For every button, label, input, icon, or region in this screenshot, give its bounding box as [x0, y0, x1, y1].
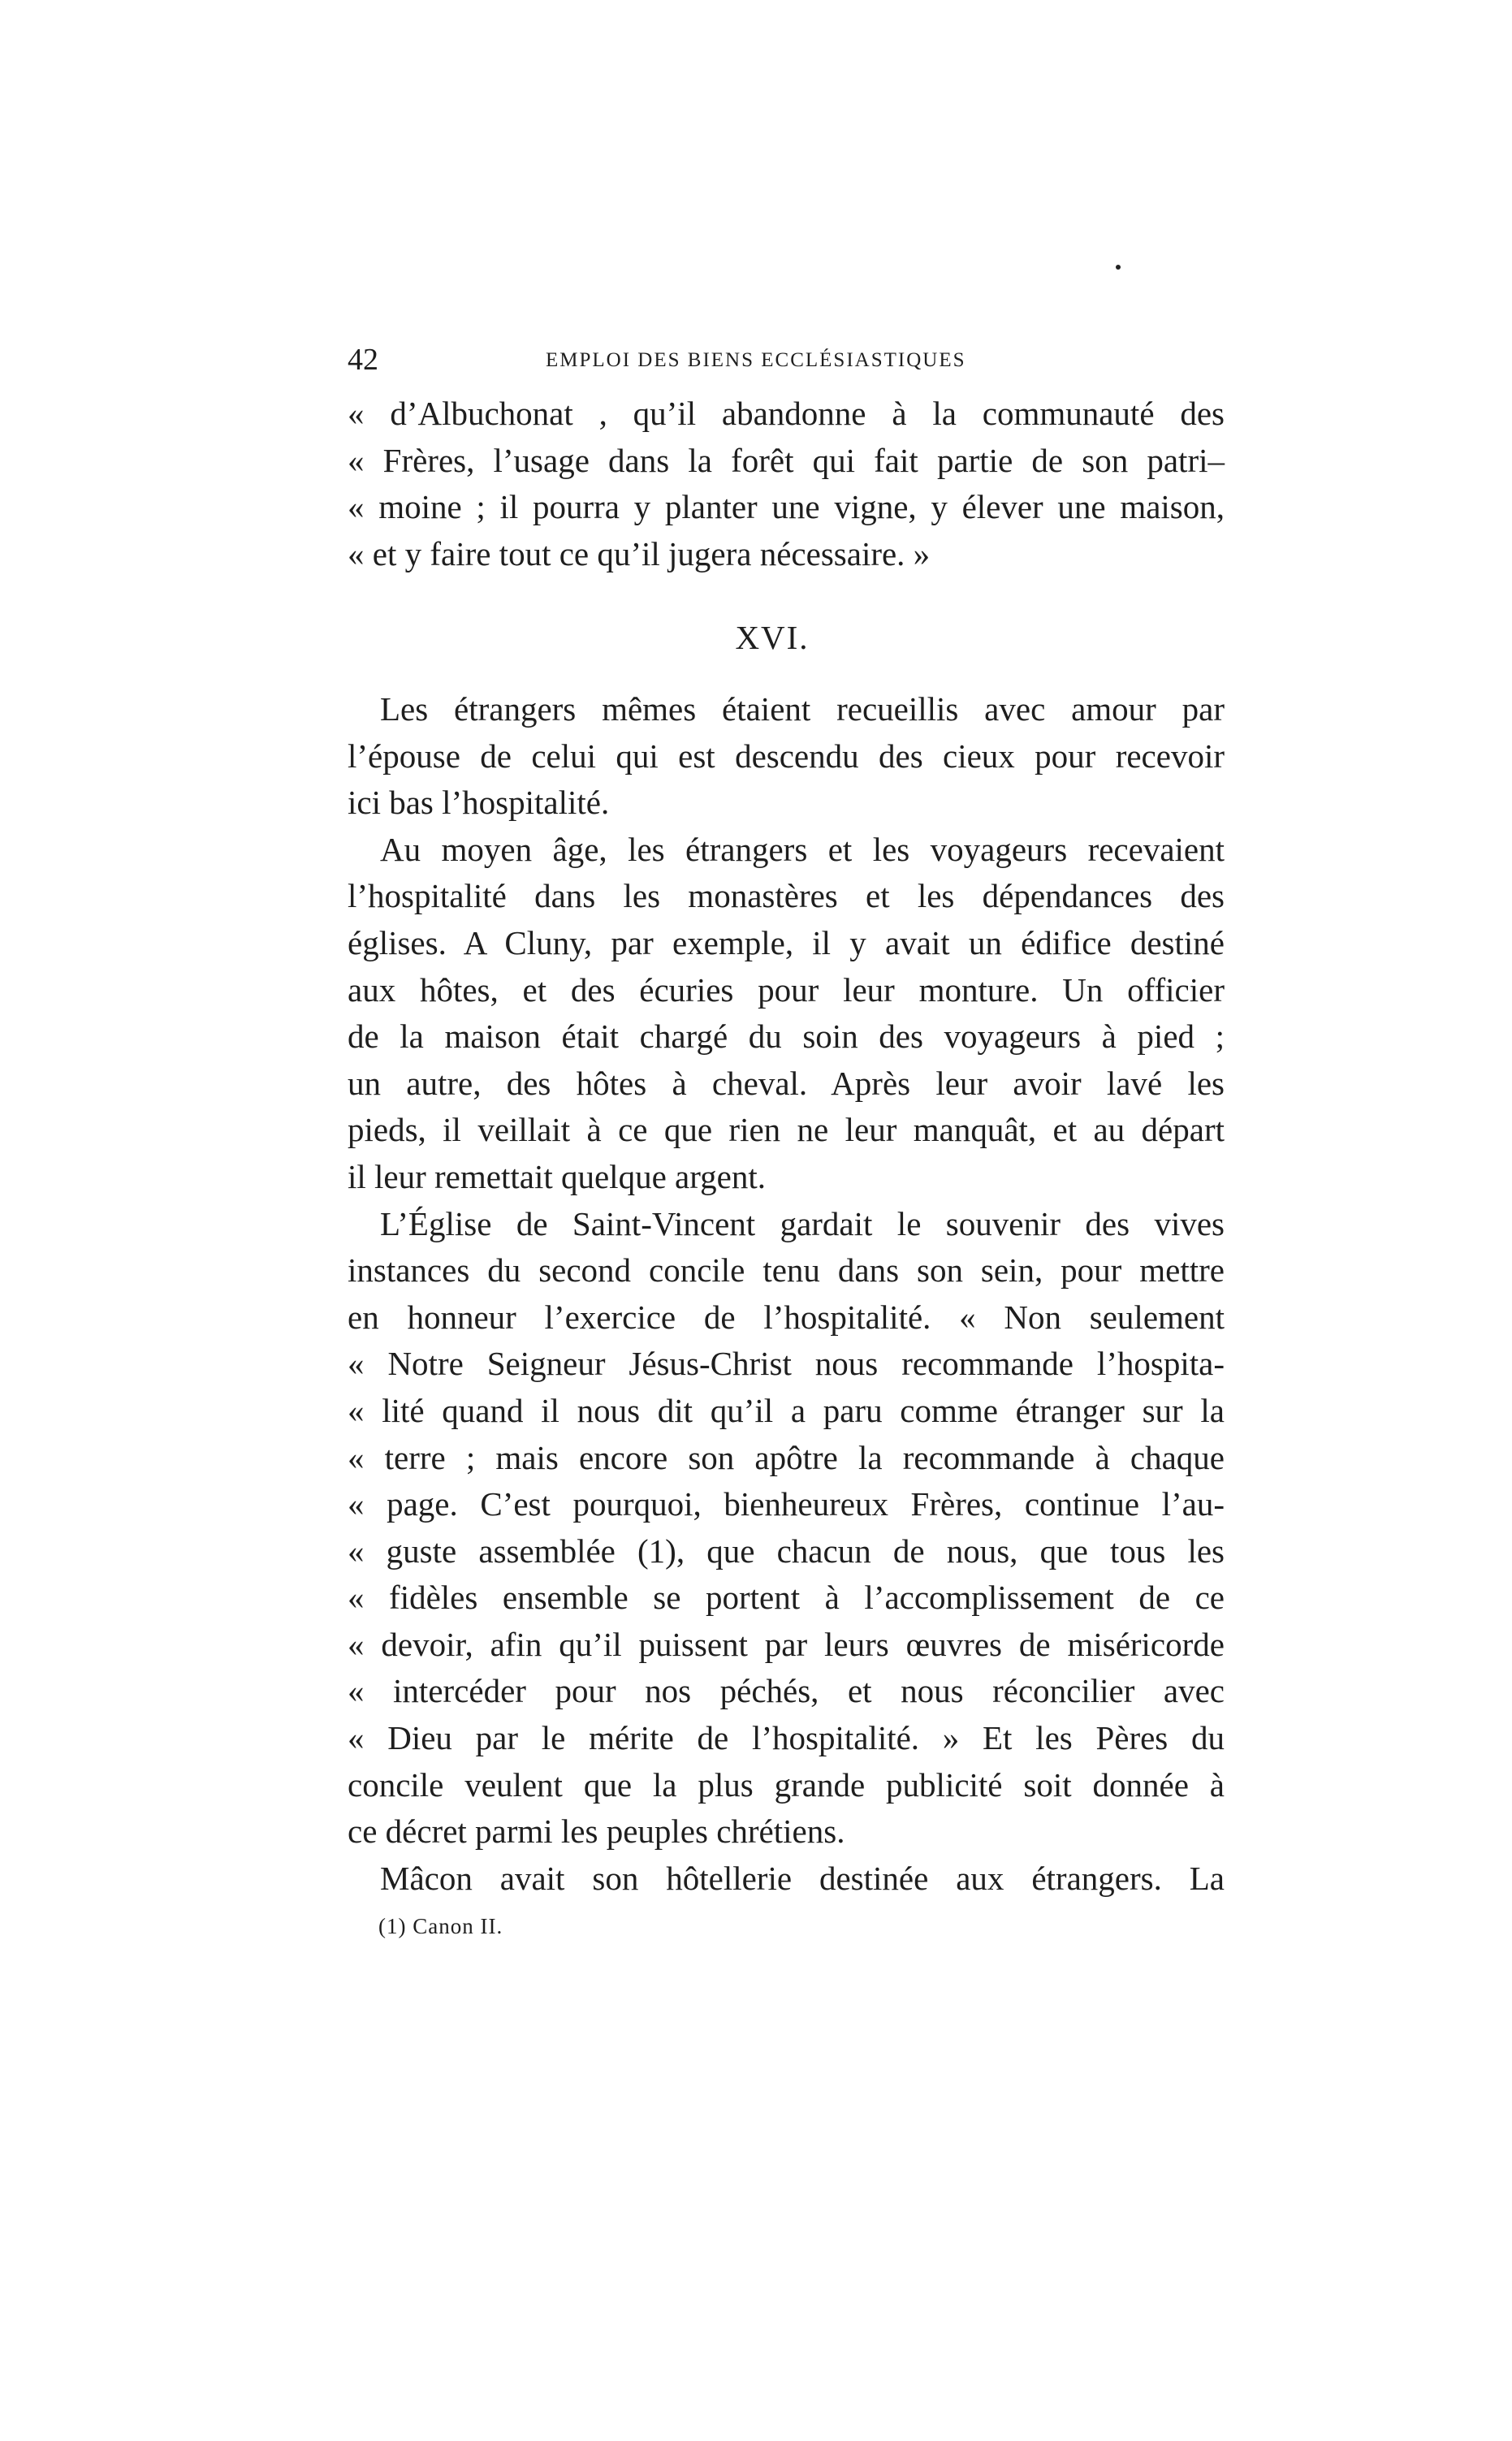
text-line: « devoir, afin qu’il puissent par leurs œuvres de miséricorde: [348, 1625, 1225, 1663]
text-line: Au moyen âge, les étrangers et les voyageurs recevaient: [380, 830, 1225, 868]
running-title: EMPLOI DES BIENS ECCLÉSIASTIQUES: [546, 349, 966, 371]
quotation-block: [348, 391, 1225, 577]
section-heading: XVI.: [735, 619, 810, 656]
text-line: aux hôtes, et des écuries pour leur monture. Un officier: [348, 970, 1225, 1009]
text-line: ce décret parmi les peuples chrétiens.: [348, 1812, 845, 1851]
text-line: un autre, des hôtes à cheval. Après leur avoir lavé les: [348, 1064, 1225, 1102]
text-line: « Dieu par le mérite de l’hospitalité. » Et les Pères du: [348, 1719, 1225, 1757]
text-line: « moine ; il pourra y planter une vigne, y élever une maison,: [348, 488, 1225, 526]
text-line: de la maison était chargé du soin des voyageurs à pied ;: [348, 1017, 1225, 1056]
page-number: 42: [348, 343, 378, 377]
text-line: instances du second concile tenu dans son sein, pour mettre: [348, 1251, 1225, 1290]
text-line: « fidèles ensemble se portent à l’accomplissement de ce: [348, 1579, 1225, 1617]
text-line: Mâcon avait son hôtellerie destinée aux étrangers. La: [380, 1859, 1225, 1897]
main-text: [348, 686, 1225, 1902]
text-line: pieds, il veillait à ce que rien ne leur manquât, et au départ: [348, 1111, 1225, 1149]
text-line: « Notre Seigneur Jésus-Christ nous recommande l’hospita-: [348, 1345, 1225, 1383]
text-line: « lité quand il nous dit qu’il a paru comme étranger sur la: [348, 1391, 1225, 1429]
page-header: [348, 339, 1225, 380]
footnote: (1) Canon II.: [378, 1914, 503, 1938]
text-line: « et y faire tout ce qu’il jugera nécessaire. »: [348, 534, 931, 572]
text-line: « d’Albuchonat , qu’il abandonne à la communauté des: [348, 395, 1225, 432]
ink-speck: [1116, 265, 1121, 270]
text-line: l’épouse de celui qui est descendu des cieux pour recevoir: [348, 737, 1225, 775]
text-line: « Frères, l’usage dans la forêt qui fait partie de son patri–: [348, 441, 1225, 479]
text-line: églises. A Cluny, par exemple, il y avait un édifice destiné: [348, 923, 1225, 961]
text-line: en honneur l’exercice de l’hospitalité. « Non seulement: [348, 1298, 1225, 1336]
text-line: Les étrangers mêmes étaient recueillis avec amour par: [380, 690, 1225, 728]
text-line: « intercéder pour nos péchés, et nous réconcilier avec: [348, 1672, 1225, 1710]
text-line: « page. C’est pourquoi, bienheureux Frères, continue l’au-: [348, 1485, 1225, 1523]
text-line: ici bas l’hospitalité.: [348, 784, 610, 822]
text-line: L’Église de Saint-Vincent gardait le souvenir des vives: [380, 1204, 1225, 1242]
text-line: l’hospitalité dans les monastères et les dépendances des: [348, 877, 1225, 915]
text-line: « guste assemblée (1), que chacun de nous, que tous les: [348, 1532, 1225, 1570]
text-line: « terre ; mais encore son apôtre la recommande à chaque: [348, 1438, 1225, 1476]
text-line: il leur remettait quelque argent.: [348, 1157, 766, 1195]
text-line: concile veulent que la plus grande publicité soit donnée à: [348, 1765, 1225, 1804]
